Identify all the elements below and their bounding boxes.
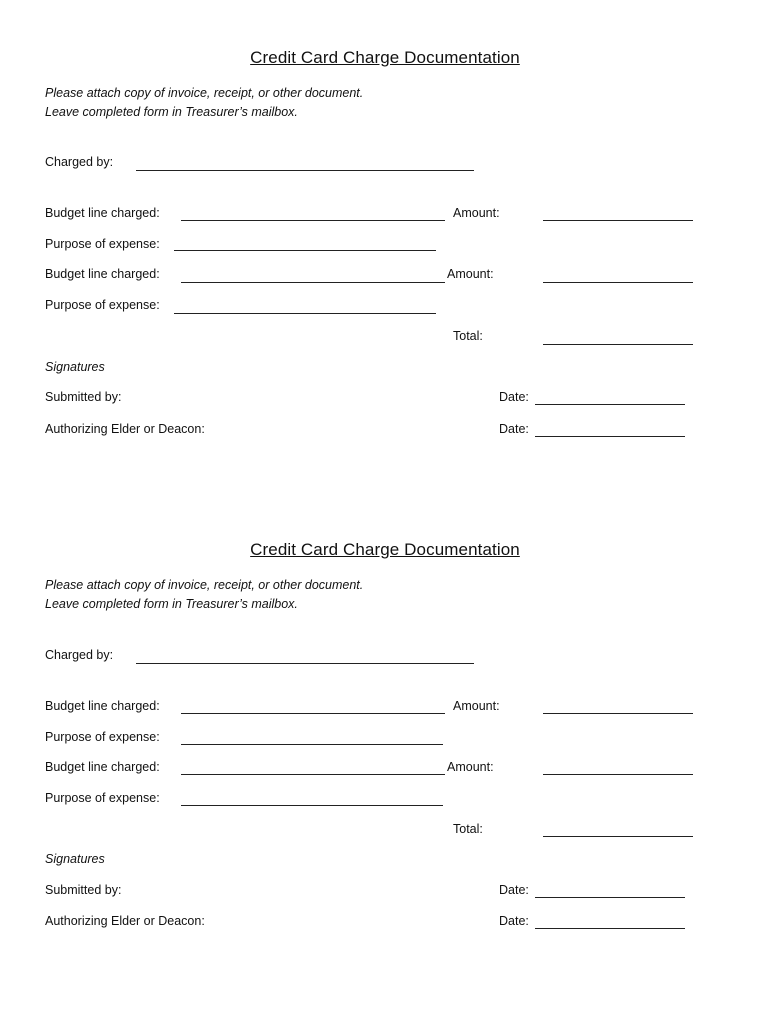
amount-label-2: Amount: — [447, 760, 494, 774]
submitted-date-field[interactable] — [535, 897, 685, 898]
purpose-field-1[interactable] — [174, 250, 436, 251]
budget-line-label-2: Budget line charged: — [45, 267, 160, 281]
purpose-field-2[interactable] — [181, 805, 443, 806]
instruction-line-1: Please attach copy of invoice, receipt, or other document. — [45, 86, 364, 100]
credit-card-form-1 — [0, 0, 770, 492]
amount-field-1[interactable] — [543, 220, 693, 221]
charged-by-field[interactable] — [136, 170, 474, 171]
signatures-heading: Signatures — [45, 852, 105, 866]
charged-by-label: Charged by: — [45, 648, 114, 662]
budget-line-field-2[interactable] — [181, 774, 445, 775]
form-title: Credit Card Charge Documentation — [250, 48, 520, 67]
authorizing-date-field[interactable] — [535, 436, 685, 437]
budget-line-label-1: Budget line charged: — [45, 699, 160, 713]
purpose-field-1[interactable] — [181, 744, 443, 745]
budget-line-field-2[interactable] — [181, 282, 445, 283]
signatures-heading: Signatures — [45, 360, 105, 374]
total-field[interactable] — [543, 344, 693, 345]
budget-line-field-1[interactable] — [181, 713, 445, 714]
amount-field-2[interactable] — [543, 282, 693, 283]
charged-by-label: Charged by: — [45, 155, 114, 169]
submitted-date-label: Date: — [499, 390, 529, 404]
budget-line-field-1[interactable] — [181, 220, 445, 221]
purpose-field-2[interactable] — [174, 313, 436, 314]
authorizing-date-label: Date: — [499, 914, 529, 928]
authorizing-label: Authorizing Elder or Deacon: — [45, 422, 205, 436]
amount-label-2: Amount: — [447, 267, 494, 281]
purpose-label-1: Purpose of expense: — [45, 730, 160, 744]
purpose-label-2: Purpose of expense: — [45, 298, 160, 312]
purpose-label-1: Purpose of expense: — [45, 237, 160, 251]
submitted-by-label: Submitted by: — [45, 883, 122, 897]
instruction-line-2: Leave completed form in Treasurer’s mailbox. — [45, 597, 298, 611]
credit-card-form-2 — [0, 492, 770, 984]
amount-field-1[interactable] — [543, 713, 693, 714]
amount-label-1: Amount: — [453, 699, 500, 713]
amount-field-2[interactable] — [543, 774, 693, 775]
amount-label-1: Amount: — [453, 206, 500, 220]
budget-line-label-2: Budget line charged: — [45, 760, 160, 774]
submitted-date-label: Date: — [499, 883, 529, 897]
purpose-label-2: Purpose of expense: — [45, 791, 160, 805]
instruction-line-1: Please attach copy of invoice, receipt, or other document. — [45, 578, 364, 592]
authorizing-label: Authorizing Elder or Deacon: — [45, 914, 205, 928]
charged-by-field[interactable] — [136, 663, 474, 664]
authorizing-date-field[interactable] — [535, 928, 685, 929]
total-field[interactable] — [543, 836, 693, 837]
form-title: Credit Card Charge Documentation — [250, 540, 520, 559]
submitted-date-field[interactable] — [535, 404, 685, 405]
total-label: Total: — [453, 822, 483, 836]
instruction-line-2: Leave completed form in Treasurer’s mailbox. — [45, 105, 298, 119]
authorizing-date-label: Date: — [499, 422, 529, 436]
total-label: Total: — [453, 329, 483, 343]
submitted-by-label: Submitted by: — [45, 390, 122, 404]
budget-line-label-1: Budget line charged: — [45, 206, 160, 220]
